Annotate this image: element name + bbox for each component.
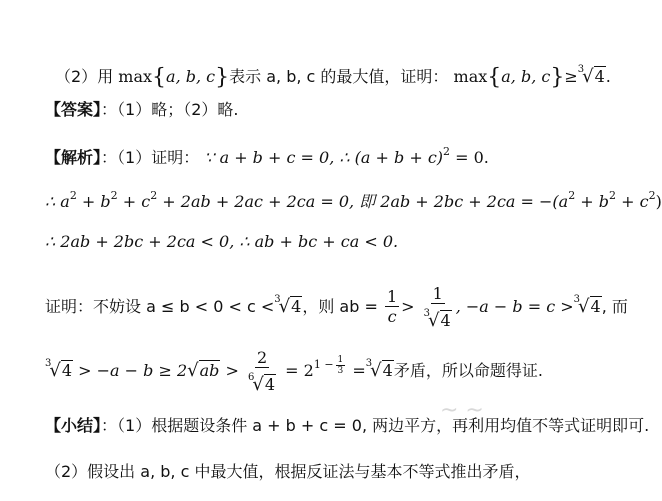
line-5: ∴ 2ab + 2bc + 2ca < 0, ∴ ab + bc + ca < 0.: [45, 232, 399, 251]
right-brace: }: [215, 65, 230, 90]
line-1: [55, 60, 611, 88]
analysis-math: ∵ a + b + c = 0, ∴ (a + b + c): [204, 148, 444, 167]
line-4: [45, 186, 662, 212]
exp-e: 2: [609, 189, 617, 202]
radicand-6a: 4: [291, 297, 302, 316]
exp-f: 2: [648, 189, 656, 202]
gt-sign: >: [401, 297, 415, 316]
exp-fraction: [336, 355, 346, 376]
denominator-root4: [422, 304, 454, 331]
root-index-6: 6: [248, 371, 255, 383]
assume-text: 证明：不妨设 a ≤ b < 0 < c <: [45, 297, 275, 316]
max-operator-2: max: [453, 67, 488, 86]
exponent: 2: [443, 145, 451, 158]
and-text: , 而: [601, 297, 628, 316]
close-paren: ): [655, 192, 662, 211]
exp-a: 2: [69, 189, 77, 202]
summary-line: [45, 416, 649, 436]
desc-text: 表示 a, b, c 的最大值，: [229, 67, 401, 86]
ineq-text: > −a − b ≥ 2: [73, 361, 188, 380]
eq-sign: =: [347, 361, 366, 380]
exp-c: 2: [150, 189, 158, 202]
ge-sign: ≥: [564, 67, 578, 86]
fraction-1-over-c: [385, 288, 399, 327]
period: .: [605, 67, 611, 86]
root-index: 3: [274, 294, 281, 305]
exp-b: 2: [110, 189, 118, 202]
answer-line: [45, 100, 238, 120]
variables-abc-2: a, b, c: [501, 67, 551, 86]
denominator-c: c: [387, 307, 397, 326]
then-text: ，则 ab =: [302, 297, 378, 316]
analysis-text: ：（1）证明：: [101, 148, 200, 167]
root-index-7a: 3: [45, 358, 52, 369]
radicand-ab: ab: [199, 361, 220, 380]
sqrt-sign-6b: √: [428, 309, 440, 331]
root-index-c: 3: [573, 294, 581, 305]
analysis-tag: 【解析】: [45, 148, 102, 167]
eq-two: = 2: [280, 361, 314, 380]
term-b: + b: [76, 192, 111, 211]
line-9: （2）假设出 a, b, c 中最大值，根据反证法与基本不等式推出矛盾，: [45, 462, 531, 481]
left-brace: {: [152, 65, 167, 90]
sqrt-sign-6a: √: [278, 296, 291, 317]
part-number: （2）: [55, 67, 98, 86]
term-a: ∴ a: [45, 192, 70, 211]
root-index-b: 3: [423, 307, 431, 319]
radicand-7c: 4: [264, 374, 276, 394]
numerator-2: 2: [256, 347, 268, 367]
gt-text: >: [220, 361, 239, 380]
analysis-math-end: = 0.: [450, 148, 489, 167]
denominator-6root4: [246, 368, 278, 395]
radicand-6b: 4: [440, 310, 451, 330]
summary-tag: 【小结】: [45, 416, 102, 435]
line-7: [45, 342, 543, 395]
power-exponent: [313, 354, 347, 376]
answer-text: ：（1）略；（2）略.: [101, 100, 239, 119]
root-index-7d: 3: [365, 358, 373, 369]
numerator-1: 1: [386, 287, 398, 306]
variables-abc: a, b, c: [166, 67, 216, 86]
exp-one-minus: 1 −: [313, 358, 334, 371]
term-c: + c: [117, 192, 151, 211]
analysis-line: [45, 142, 489, 168]
term-f: + c: [616, 192, 649, 211]
watermark: ~ ~: [440, 398, 484, 423]
exp-num: 1: [337, 354, 344, 365]
sqrt-sign-7a: √: [49, 360, 61, 381]
radicand-6c: 4: [590, 297, 601, 316]
fraction-2-over-root4: [246, 349, 278, 395]
sqrt-sign-7c: √: [252, 373, 264, 395]
summary-text: ：（1）根据题设条件 a + b + c = 0, 两边平方，再利用均值不等式证明即可.: [101, 416, 650, 435]
text-use: 用: [97, 67, 114, 86]
sqrt-sign-6c: √: [578, 296, 590, 317]
radicand: 4: [594, 67, 605, 86]
sqrt-sign-7d: √: [370, 360, 382, 381]
term-e: + b: [575, 192, 610, 211]
neg-sum-text: , −a − b = c >: [455, 297, 574, 316]
numerator-1b: 1: [432, 283, 443, 303]
conclusion-text: 矛盾，所以命题得证.: [393, 361, 543, 380]
exp-den: 3: [337, 365, 344, 376]
cube-root-index: 3: [577, 64, 585, 75]
max-operator: max: [118, 67, 153, 86]
term-d: + 2ab + 2ac + 2ca = 0, 即 2ab + 2bc + 2ca = −(a: [157, 192, 569, 211]
sqrt-sign: √: [582, 66, 594, 87]
prove-label: 证明：: [400, 67, 449, 86]
fraction-1-over-root4: [422, 285, 454, 331]
right-brace-2: }: [550, 65, 565, 90]
answer-tag: 【答案】: [45, 100, 102, 119]
sqrt-sign-7b: √: [187, 360, 199, 381]
radicand-7d: 4: [382, 361, 393, 380]
left-brace-2: {: [487, 65, 502, 90]
line-6: [45, 280, 628, 331]
radicand-7a: 4: [61, 361, 73, 380]
exp-d: 2: [568, 189, 576, 202]
